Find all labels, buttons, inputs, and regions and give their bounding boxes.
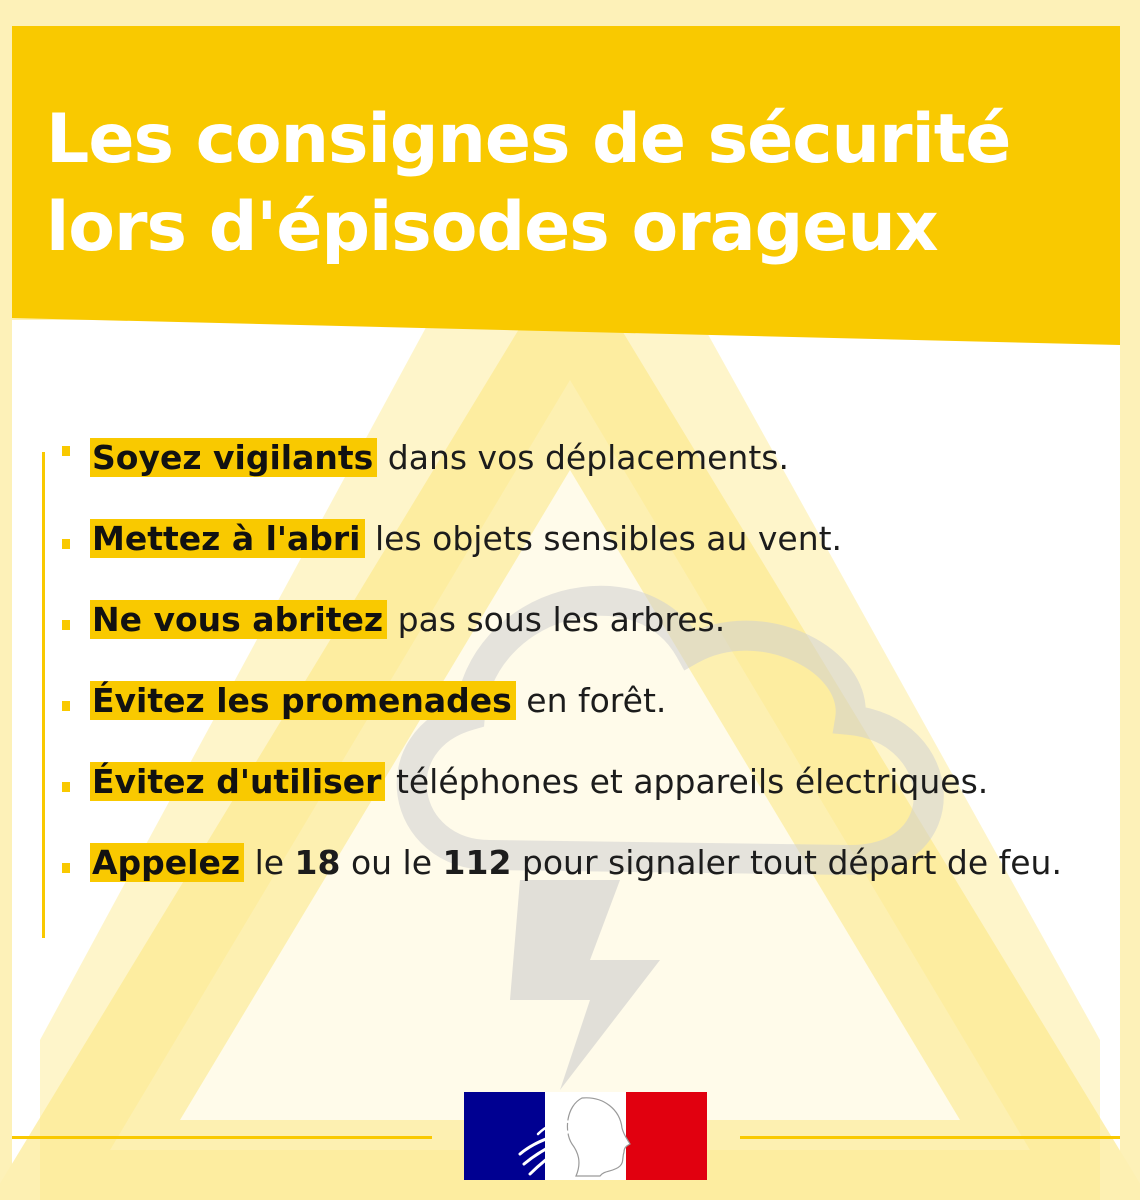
tip-text: en forêt. [515,681,667,720]
list-accent-bar [42,452,45,938]
tip-highlight: Évitez d'utiliser [90,762,385,801]
tip-text: les objets sensibles au vent. [364,519,843,558]
tip-text: ou le [340,843,443,882]
tip-text: le [244,843,295,882]
flag-red-band [626,1092,707,1180]
page-title [46,96,1106,272]
tip-text: pour signaler tout départ de feu. [511,843,1062,882]
emergency-number-18: 18 [294,843,341,882]
list-item [62,436,1122,480]
bullet-icon [62,782,70,792]
tip-highlight: Évitez les promenades [90,681,516,720]
tip-highlight: Mettez à l'abri [90,519,365,558]
tip-text: dans vos déplacements. [377,438,789,477]
title-line-1: Les consignes de sécurité [46,100,1011,179]
list-item [62,679,1122,723]
tip-highlight: Soyez vigilants [90,438,377,477]
tip-highlight: Ne vous abritez [90,600,387,639]
flag-blue-band [464,1092,545,1180]
list-item [62,841,1122,885]
tip-text: téléphones et appareils électriques. [385,762,989,801]
list-item [62,517,1122,561]
title-line-2: lors d'épisodes orageux [46,188,938,267]
footer-divider-right [740,1136,1120,1139]
bullet-icon [62,701,70,711]
safety-tips-list [62,436,1122,922]
emergency-number-112: 112 [442,843,512,882]
bullet-icon [62,539,70,549]
list-item [62,598,1122,642]
bullet-icon [62,446,70,456]
bullet-icon [62,620,70,630]
bullet-icon [62,863,70,873]
list-item [62,760,1122,804]
tip-highlight: Appelez [90,843,244,882]
tip-text: pas sous les arbres. [387,600,726,639]
marianne-logo-icon [464,1092,707,1180]
footer-divider-left [12,1136,432,1139]
